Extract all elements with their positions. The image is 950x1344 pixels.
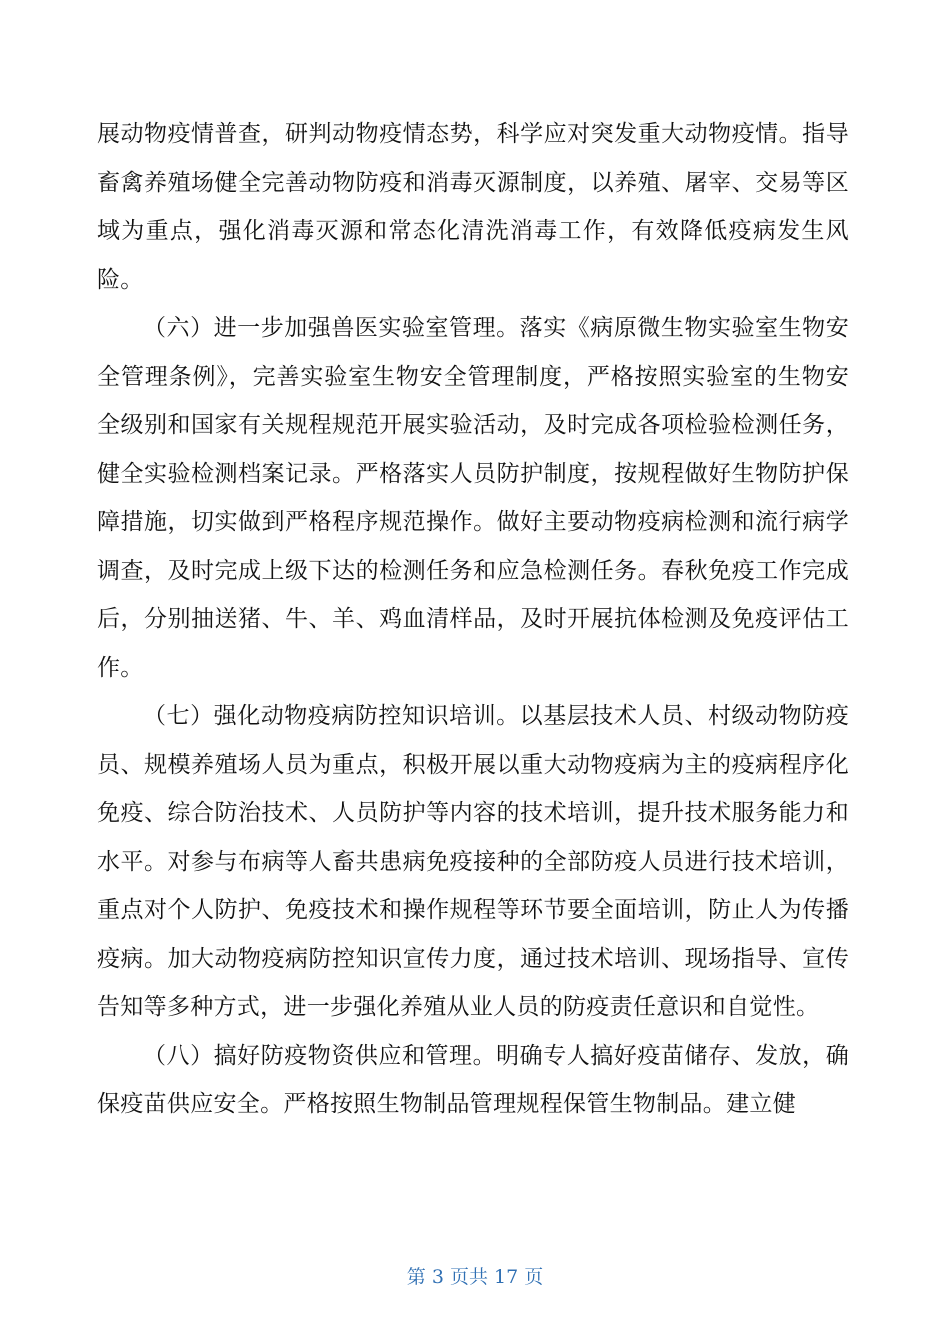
paragraph-section-6: （六）进一步加强兽医实验室管理。落实《病原微生物实验室生物安全管理条例》，完善实验室生物安全管理制度，严格按照实验室的生物安全级别和国家有关规程规范开展实验活动，及时完成各项检验检测任务，健全实验检测档案记录。严格落实人员防护制度，按规程做好生物防护保障措施，切实做到严格程序规范操作。做好主要动物疫病检测和流行病学调查，及时完成上级下达的检测任务和应急检测任务。春秋免疫工作完成后，分别抽送猪、牛、羊、鸡血清样品，及时开展抗体检测及免疫评估工作。 bbox=[97, 315, 849, 681]
paragraph-section-8: （八）搞好防疫物资供应和管理。明确专人搞好疫苗储存、发放，确保疫苗供应安全。严格按照生物制品管理规程保管生物制品。建立健 bbox=[97, 1042, 849, 1117]
paragraph-section-7: （七）强化动物疫病防控知识培训。以基层技术人员、村级动物防疫员、规模养殖场人员为重点，积极开展以重大动物疫病为主的疫病程序化免疫、综合防治技术、人员防护等内容的技术培训，提升技术服务能力和水平。对参与布病等人畜共患病免疫接种的全部防疫人员进行技术培训，重点对个人防护、免疫技术和操作规程等环节要全面培训，防止人为传播疫病。加大动物疫病防控知识宣传力度，通过技术培训、现场指导、宣传告知等多种方式，进一步强化养殖从业人员的防疫责任意识和自觉性。 bbox=[97, 703, 849, 1020]
paragraph-continuation: 展动物疫情普查，研判动物疫情态势，科学应对突发重大动物疫情。指导畜禽养殖场健全完善动物防疫和消毒灭源制度，以养殖、屠宰、交易等区域为重点，强化消毒灭源和常态化清洗消毒工作，有效降低疫病发生风险。 bbox=[97, 121, 849, 293]
document-body bbox=[97, 110, 849, 1129]
page-number-footer: 第 3 页共 17 页 bbox=[406, 1266, 544, 1288]
